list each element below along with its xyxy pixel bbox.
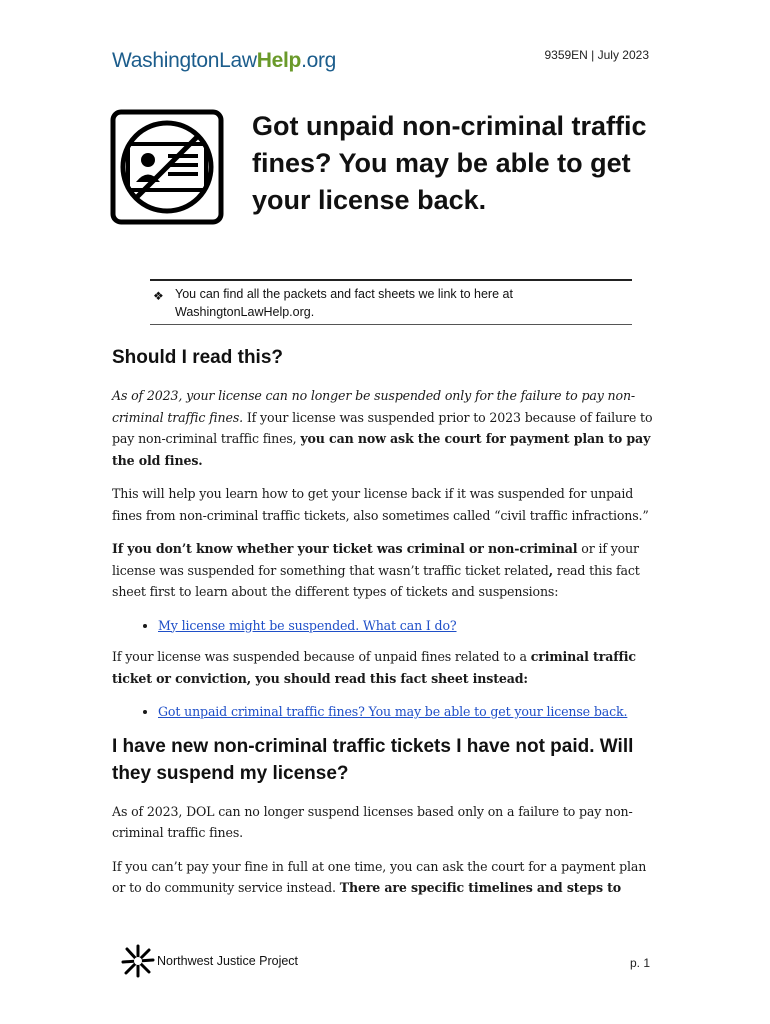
link-list-2 — [112, 701, 660, 723]
intro-bold-text: you can now ask the court for payment plan to pay the old fines. — [112, 431, 651, 468]
washingtonlawhelp-logo — [112, 49, 336, 73]
unsure-text-end: read this fact sheet first to learn about the different types of tickets and suspensions: — [112, 562, 640, 599]
intro-italic-text: As of 2023, your license can no longer be suspended only for the failure to pay non-criminal traffic fines. — [112, 388, 636, 425]
paragraph-purpose: This will help you learn how to get your license back if it was suspended for unpaid fines from non-criminal traffic tickets, also sometimes called “civil traffic infractions.” — [112, 486, 649, 523]
list-item — [158, 701, 660, 723]
page-number: p. 1 — [629, 956, 650, 970]
link-criminal-fines[interactable]: Got unpaid criminal traffic fines? You may be able to get your license back. — [158, 704, 628, 719]
section-heading-should-i-read: Should I read this? — [112, 347, 284, 368]
info-note — [150, 279, 632, 325]
intro-text: If your license was suspended prior to 2023 because of failure to pay non-criminal traffic fines, — [112, 409, 653, 446]
criminal-bold-text: criminal traffic ticket or conviction, you should read this fact sheet instead: — [112, 649, 636, 686]
nwjp-logo — [121, 944, 298, 978]
section-heading-new-tickets: I have new non-criminal traffic tickets I have not paid. Will they suspend my license? — [112, 735, 634, 784]
logo-text-washington: Washington — [112, 49, 220, 72]
logo-text-law: Law — [219, 49, 257, 72]
link-license-suspended[interactable]: My license might be suspended. What can I do? — [158, 617, 457, 633]
unsure-bold-text: If you don’t know whether your ticket was criminal or non-criminal — [112, 541, 578, 556]
no-license-icon — [110, 109, 224, 225]
diamond-bullet-icon: ❖ — [153, 289, 164, 303]
payment-plan-bold-text: There are specific timelines and steps to — [339, 880, 622, 895]
note-line-1: You can find all the packets and fact sheets we link to here at — [175, 287, 513, 301]
paragraph-dol: As of 2023, DOL can no longer suspend licenses based only on a failure to pay non-criminal traffic fines. — [112, 803, 633, 840]
nwjp-starburst-icon — [121, 944, 155, 978]
criminal-text: If your license was suspended because of unpaid fines related to a — [112, 649, 531, 664]
payment-plan-text: If you can’t pay your fine in full at one time, you can ask the court for a payment plan or to do community service instead. — [112, 858, 647, 895]
paragraph-intro — [112, 385, 660, 471]
logo-text-org: .org — [301, 49, 337, 72]
logo-text-help: Help — [256, 49, 302, 72]
paragraph-unsure — [112, 538, 660, 603]
note-line-2: WashingtonLawHelp.org. — [175, 305, 315, 319]
nwjp-name: Northwest Justice Project — [157, 954, 299, 968]
unsure-text: or if your license was suspended for something that wasn’t traffic ticket related — [112, 541, 639, 578]
paragraph-payment-plan — [112, 856, 660, 899]
unsure-comma: , — [548, 562, 553, 578]
document-id: 9359EN | July 2023 — [544, 48, 649, 62]
list-item — [158, 615, 660, 637]
main-content — [112, 344, 660, 911]
paragraph-criminal — [112, 646, 660, 689]
link-list-1 — [112, 615, 660, 637]
page-title: Got unpaid non-criminal traffic fines? You may be able to get your license back. — [252, 111, 647, 215]
